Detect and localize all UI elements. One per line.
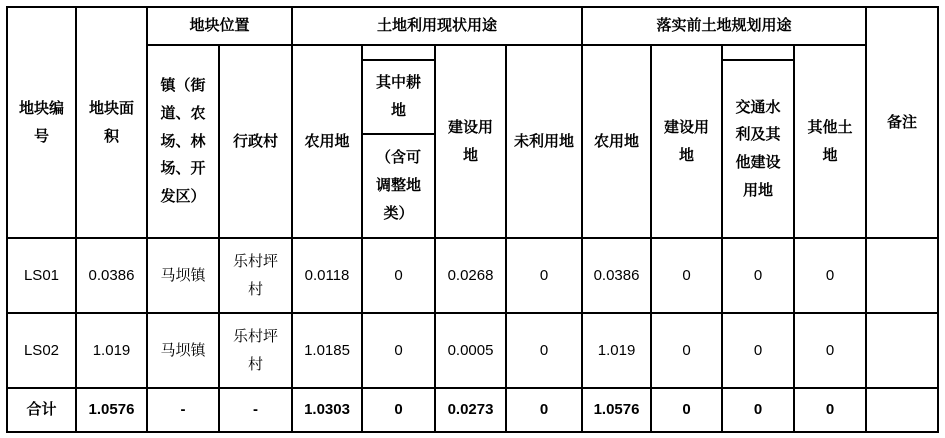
cell-remarks	[866, 238, 938, 313]
cell-village: 乐村坪村	[219, 238, 292, 313]
header-plot-area: 地块面积	[76, 7, 147, 238]
header-planned-construction: 建设用地	[651, 45, 722, 238]
cell-plot-id: LS02	[7, 313, 76, 388]
cell-total-label: 合计	[7, 388, 76, 432]
header-remarks: 备注	[866, 7, 938, 238]
cell-remarks	[866, 388, 938, 432]
header-group-row	[7, 7, 938, 45]
cell-plan-construction: 0	[651, 388, 722, 432]
header-transport-spacer	[722, 45, 794, 60]
cell-plan-transport-water: 0	[722, 313, 794, 388]
cell-remarks	[866, 313, 938, 388]
header-town: 镇（街道、农场、林场、开发区）	[147, 45, 219, 238]
cell-town: 马坝镇	[147, 238, 219, 313]
cell-town: 马坝镇	[147, 313, 219, 388]
header-planned-agricultural: 农用地	[582, 45, 651, 238]
cell-plan-transport-water: 0	[722, 388, 794, 432]
header-current-agricultural: 农用地	[292, 45, 362, 238]
cell-cur-unused: 0	[506, 388, 582, 432]
cell-cur-unused: 0	[506, 238, 582, 313]
cell-cur-unused: 0	[506, 313, 582, 388]
cell-cur-construction: 0.0005	[435, 313, 506, 388]
header-cultivated-title: 其中耕地	[362, 60, 435, 134]
cell-plan-other-land: 0	[794, 313, 866, 388]
header-current-unused: 未利用地	[506, 45, 582, 238]
cell-plot-area: 1.019	[76, 313, 147, 388]
cell-cur-cultivated: 0	[362, 313, 435, 388]
header-location-group: 地块位置	[147, 7, 292, 45]
header-current-construction: 建设用地	[435, 45, 506, 238]
cell-plan-agricultural: 1.019	[582, 313, 651, 388]
header-current-use-group: 土地利用现状用途	[292, 7, 582, 45]
header-plot-id: 地块编号	[7, 7, 76, 238]
cell-cur-cultivated: 0	[362, 238, 435, 313]
cell-cur-construction: 0.0268	[435, 238, 506, 313]
cell-plan-transport-water: 0	[722, 238, 794, 313]
header-planned-use-group: 落实前土地规划用途	[582, 7, 866, 45]
cell-plan-other-land: 0	[794, 238, 866, 313]
total-row	[7, 388, 938, 432]
cell-cur-agricultural: 1.0185	[292, 313, 362, 388]
header-planned-transport-water: 交通水利及其他建设用地	[722, 60, 794, 238]
header-cultivated-spacer	[362, 45, 435, 60]
header-strip-row	[7, 45, 938, 60]
cell-plot-area: 1.0576	[76, 388, 147, 432]
cell-cur-construction: 0.0273	[435, 388, 506, 432]
cell-plot-id: LS01	[7, 238, 76, 313]
header-planned-other-land: 其他土地	[794, 45, 866, 238]
land-parcel-table	[6, 6, 939, 433]
cell-town: -	[147, 388, 219, 432]
cell-cur-agricultural: 0.0118	[292, 238, 362, 313]
cell-plot-area: 0.0386	[76, 238, 147, 313]
header-cultivated-note: （含可调整地类）	[362, 134, 435, 238]
cell-plan-other-land: 0	[794, 388, 866, 432]
cell-cur-agricultural: 1.0303	[292, 388, 362, 432]
cell-plan-construction: 0	[651, 238, 722, 313]
cell-plan-agricultural: 0.0386	[582, 238, 651, 313]
cell-plan-agricultural: 1.0576	[582, 388, 651, 432]
cell-village: 乐村坪村	[219, 313, 292, 388]
table-row	[7, 313, 938, 388]
cell-cur-cultivated: 0	[362, 388, 435, 432]
table-row	[7, 238, 938, 313]
header-village: 行政村	[219, 45, 292, 238]
cell-village: -	[219, 388, 292, 432]
cell-plan-construction: 0	[651, 313, 722, 388]
